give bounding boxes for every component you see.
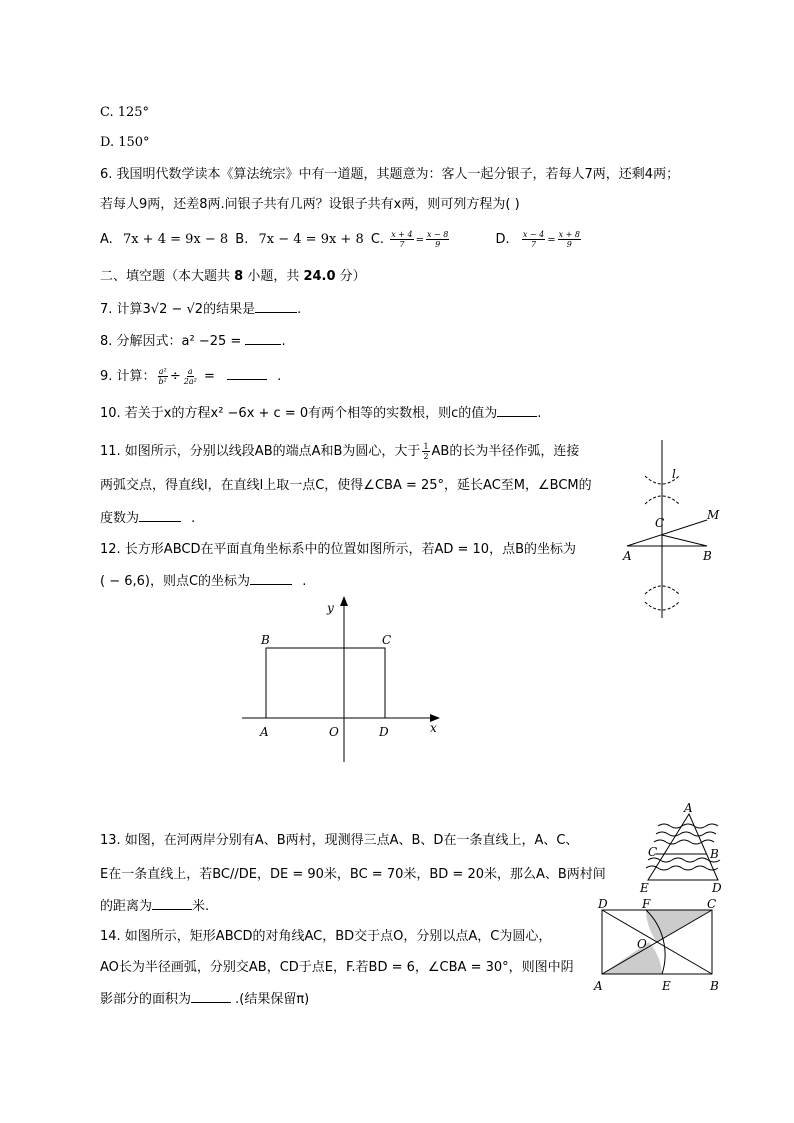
answer-blank[interactable] [191, 990, 231, 1003]
label-a: A [260, 725, 269, 739]
label-l: l [672, 467, 676, 481]
question-11-line-3: 度数为 . [100, 511, 196, 526]
label-e: E [640, 881, 649, 895]
fraction: $\frac{x - 4}{7}$ [522, 230, 545, 249]
question-14-line-2: AO长为半径画弧，分别交AB，CD于点E，F.若BD = 6，∠CBA = 30°，则图中阴 [100, 960, 574, 975]
figure-coordinate-rectangle [236, 594, 446, 766]
option-a-label: A. [100, 232, 113, 247]
question-6-line-2: 若每人9两，还差8两.问银子共有几两？设银子共有x两，则可列方程为( ) [100, 197, 520, 212]
label-b: B [703, 549, 712, 563]
label-y: y [327, 601, 334, 615]
question-14-line-3: 影部分的面积为 .(结果保留π) [100, 992, 310, 1007]
fraction: $\frac{x + 4}{7}$ [391, 230, 413, 249]
label-e: E [662, 979, 671, 993]
answer-blank[interactable] [227, 367, 267, 380]
option-b: 7x − 4 = 9x + 8 [258, 232, 364, 247]
question-10: 10. 若关于x的方程x² −6x + c = 0有两个相等的实数根，则c的值为 . [100, 406, 542, 421]
label-a: A [594, 979, 603, 993]
question-7: 7. 计算3√2 − √2的结果是 . [100, 302, 302, 317]
figure-river-triangle [634, 800, 734, 896]
answer-blank[interactable] [497, 404, 537, 417]
question-14-line-1: 14. 如图所示，矩形ABCD的对角线AC，BD交于点O，分别以点A，C为圆心， [100, 929, 552, 944]
label-b: B [261, 633, 270, 647]
label-a: A [623, 549, 632, 563]
label-b: B [710, 847, 719, 861]
fraction: $\frac{\text{a²}}{\text{b²}}$ [158, 367, 167, 386]
figure-rectangle-arcs [592, 896, 724, 996]
label-c: C [648, 845, 658, 859]
label-d: D [379, 725, 389, 739]
label-a: A [684, 801, 693, 815]
label-o: O [329, 725, 339, 739]
question-13-line-1: 13. 如图，在河两岸分别有A、B两村，现测得三点A、B、D在一条直线上，A、C、 [100, 833, 579, 848]
label-o: O [637, 937, 647, 951]
label-b: B [710, 979, 719, 993]
fraction: $\frac{x + 8}{9}$ [558, 230, 580, 249]
option-a: 7x + 4 = 9x − 8 [122, 232, 229, 247]
question-13-line-3: 的距离为 米. [100, 899, 210, 914]
question-6-options: A. 7x + 4 = 9x − 8 B. 7x − 4 = 9x + 8 C. $\frac{x + 4}{7}$ = $\frac{x - 8}{9}$ D. $\frac{x - 4}{7}$ = $\frac{x + 8}{9}$ [100, 230, 580, 249]
option-d: D. 150° [100, 135, 150, 150]
section-heading: 二、填空题（本大题共 8 小题，共 24.0 分） [100, 269, 366, 284]
question-13-line-2: E在一条直线上，若BC//DE，DE = 90米，BC = 70米，BD = 20米，那么A、B两村间 [100, 867, 606, 882]
fraction: $\frac{a}{\text{2a²}}$ [183, 367, 197, 386]
label-d: D [712, 881, 722, 895]
label-c: C [655, 516, 665, 530]
option-c: C. 125° [100, 105, 150, 120]
question-11-line-1: 11. 如图所示，分别以线段AB的端点A和B为圆心，大于 $\frac{1}{2}$ AB的长为半径作弧，连接 [100, 442, 580, 461]
option-c-label: C. [370, 232, 385, 247]
question-9: 9. 计算： $\frac{\text{a²}}{\text{b²}}$ ÷ $\frac{a}{\text{2a²}}$ = . [100, 367, 282, 386]
figure-perpendicular-bisector [615, 432, 745, 622]
fraction: $\frac{x - 8}{9}$ [427, 230, 449, 249]
answer-blank[interactable] [152, 897, 192, 910]
label-d: D [598, 897, 608, 911]
label-m: M [707, 508, 720, 522]
question-12-line-2: ( − 6,6)，则点C的坐标为 . [100, 574, 307, 589]
label-c: C [707, 897, 717, 911]
answer-blank[interactable] [250, 572, 292, 585]
question-12-line-1: 12. 长方形ABCD在平面直角坐标系中的位置如图所示，若AD = 10，点B的坐标为 [100, 542, 576, 557]
answer-blank[interactable] [255, 300, 297, 313]
question-6-line-1: 6. 我国明代数学读本《算法统宗》中有一道题，其题意为：客人一起分银子，若每人7两，还剩4两； [100, 167, 680, 182]
question-11-line-2: 两弧交点，得直线l，在直线l上取一点C，使得∠CBA = 25°，延长AC至M，∠BCM的 [100, 478, 592, 493]
fraction: $\frac{1}{2}$ [423, 442, 429, 461]
option-d-label: D. [495, 232, 510, 247]
answer-blank[interactable] [139, 509, 181, 522]
label-f: F [642, 897, 651, 911]
option-b-label: B. [235, 232, 249, 247]
answer-blank[interactable] [245, 332, 281, 345]
label-x: x [430, 721, 437, 735]
label-c: C [382, 633, 392, 647]
question-8: 8. 分解因式：a² −25 = . [100, 334, 286, 349]
